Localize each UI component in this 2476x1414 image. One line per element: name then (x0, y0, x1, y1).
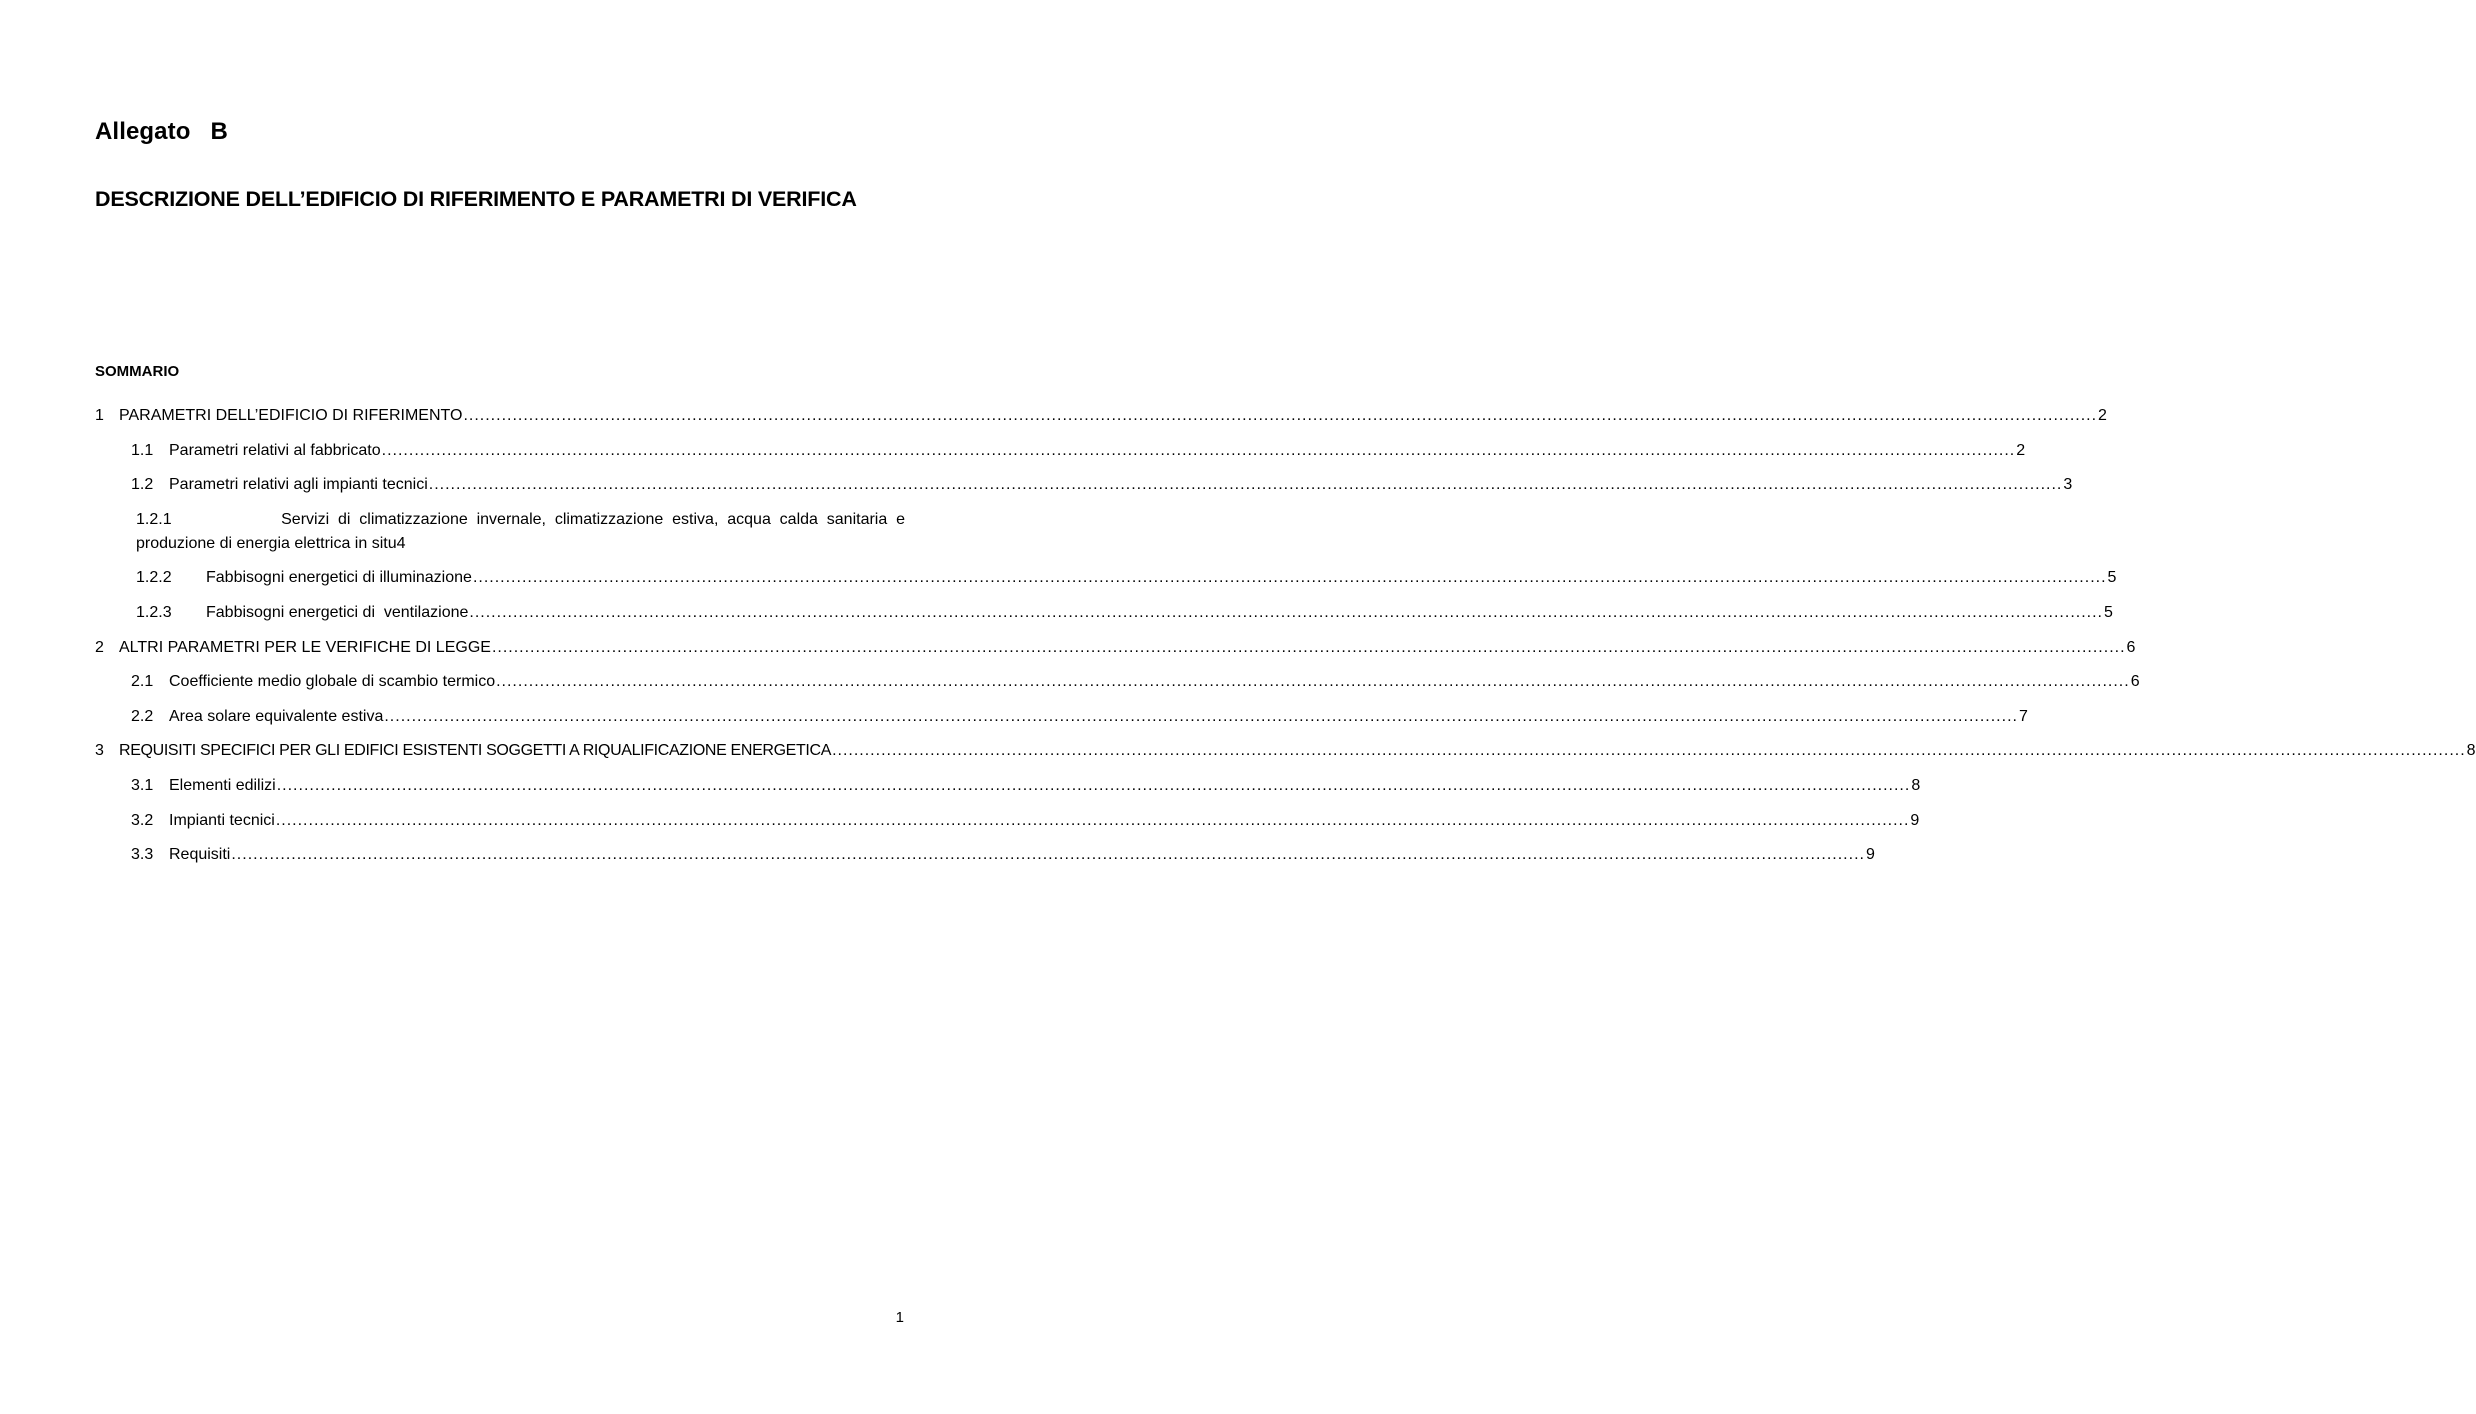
toc-leader-dots (463, 404, 2097, 428)
toc-leader-dots (384, 705, 2018, 729)
toc-entry-page: 9 (1865, 846, 1875, 864)
toc-leader-dots (277, 774, 1911, 798)
toc-entry-label: Fabbisogni energetici di illuminazione (206, 569, 472, 587)
toc-entry-page: 2 (2098, 407, 2107, 424)
toc-leader-dots (496, 670, 2130, 694)
toc-entry-page: 2 (2016, 441, 2026, 459)
toc-entry-label: PARAMETRI DELL’EDIFICIO DI RIFERIMENTO (119, 407, 463, 424)
toc-entry-number: 2.2 (131, 707, 154, 725)
title-letter: B (210, 118, 228, 145)
toc-entry-3-1[interactable] (95, 774, 1921, 798)
toc-entry-1-2-3[interactable] (95, 601, 2113, 625)
toc-entry-number: 1.2.3 (136, 603, 172, 621)
toc-entry-page: 9 (1910, 811, 1920, 829)
title-word: Allegato (95, 118, 191, 145)
toc-entry-label-line2: produzione di energia elettrica in situ (136, 534, 397, 552)
toc-leader-dots (473, 566, 2107, 590)
toc-entry-label: Fabbisogni energetici di ventilazione (206, 603, 469, 621)
toc-entry-number: 3.2 (131, 811, 154, 829)
toc-leader-dots (382, 439, 2016, 463)
toc-entry-label: Impianti tecnici (169, 811, 275, 829)
toc-entry-page: 4 (396, 534, 406, 552)
toc-leader-dots (276, 809, 1910, 833)
document-heading: DESCRIZIONE DELL’EDIFICIO DI RIFERIMENTO E PARAMETRI DI VERIFICA (95, 187, 857, 211)
toc-entry-page: 5 (2107, 569, 2117, 587)
toc-entry-number: 2 (95, 638, 104, 656)
toc-entry-page: 8 (2466, 742, 2476, 760)
toc-entry-page: 6 (2130, 673, 2140, 691)
document-title (95, 118, 228, 146)
toc-entry-2-1[interactable] (95, 670, 2140, 694)
toc-entry-number: 2.1 (131, 673, 154, 691)
toc-entry-label-line1: Servizi di climatizzazione invernale, climatizzazione estiva, acqua calda sanitaria e (281, 510, 905, 528)
toc-entry-3-3[interactable] (95, 843, 1875, 867)
toc-entry-1-2-2[interactable] (95, 566, 2117, 590)
toc-entry-label: Elementi edilizi (169, 776, 276, 794)
toc-leader-dots (469, 601, 2103, 625)
toc-entry-page: 6 (2126, 638, 2136, 656)
toc-entry-number: 3.1 (131, 776, 154, 794)
toc-entry-number: 1.1 (131, 441, 154, 459)
toc-entry-page: 8 (1911, 776, 1921, 794)
toc-entry-1-2-1[interactable] (95, 508, 905, 556)
toc-leader-dots (492, 636, 2126, 660)
toc-entry-page: 7 (2018, 707, 2028, 725)
toc-entry-2-2[interactable] (95, 705, 2028, 729)
toc-entry-1-2[interactable] (95, 473, 2073, 497)
toc-leader-dots (832, 739, 2466, 763)
toc-entry-1[interactable] (95, 404, 2107, 428)
table-of-contents (95, 404, 2476, 878)
toc-entry-number: 3.3 (131, 846, 154, 864)
toc-leader-dots (429, 473, 2063, 497)
toc-entry-page: 5 (2103, 603, 2113, 621)
toc-entry-label: REQUISITI SPECIFICI PER GLI EDIFICI ESISTENTI SOGGETTI A RIQUALIFICAZIONE ENERGETICA (119, 742, 832, 760)
toc-entry-label: Parametri relativi agli impianti tecnici (169, 476, 428, 494)
toc-leader-dots (231, 843, 1865, 867)
toc-entry-3[interactable] (95, 739, 2476, 763)
toc-entry-3-2[interactable] (95, 809, 1920, 833)
toc-heading: SOMMARIO (95, 363, 180, 380)
toc-entry-number: 1.2.2 (136, 569, 172, 587)
page-number: 1 (895, 1309, 904, 1326)
toc-entry-label: Coefficiente medio globale di scambio termico (169, 673, 496, 691)
toc-entry-number: 1.2.1 (136, 510, 172, 528)
toc-entry-label: Requisiti (169, 846, 231, 864)
toc-entry-page: 3 (2063, 476, 2073, 494)
toc-entry-label: ALTRI PARAMETRI PER LE VERIFICHE DI LEGGE (119, 638, 491, 656)
toc-entry-number: 1.2 (131, 476, 154, 494)
toc-entry-number: 1 (95, 407, 104, 424)
toc-entry-label: Parametri relativi al fabbricato (169, 441, 381, 459)
toc-entry-label: Area solare equivalente estiva (169, 707, 384, 725)
toc-entry-1-1[interactable] (95, 439, 2026, 463)
toc-entry-2[interactable] (95, 636, 2136, 660)
toc-entry-number: 3 (95, 742, 104, 760)
